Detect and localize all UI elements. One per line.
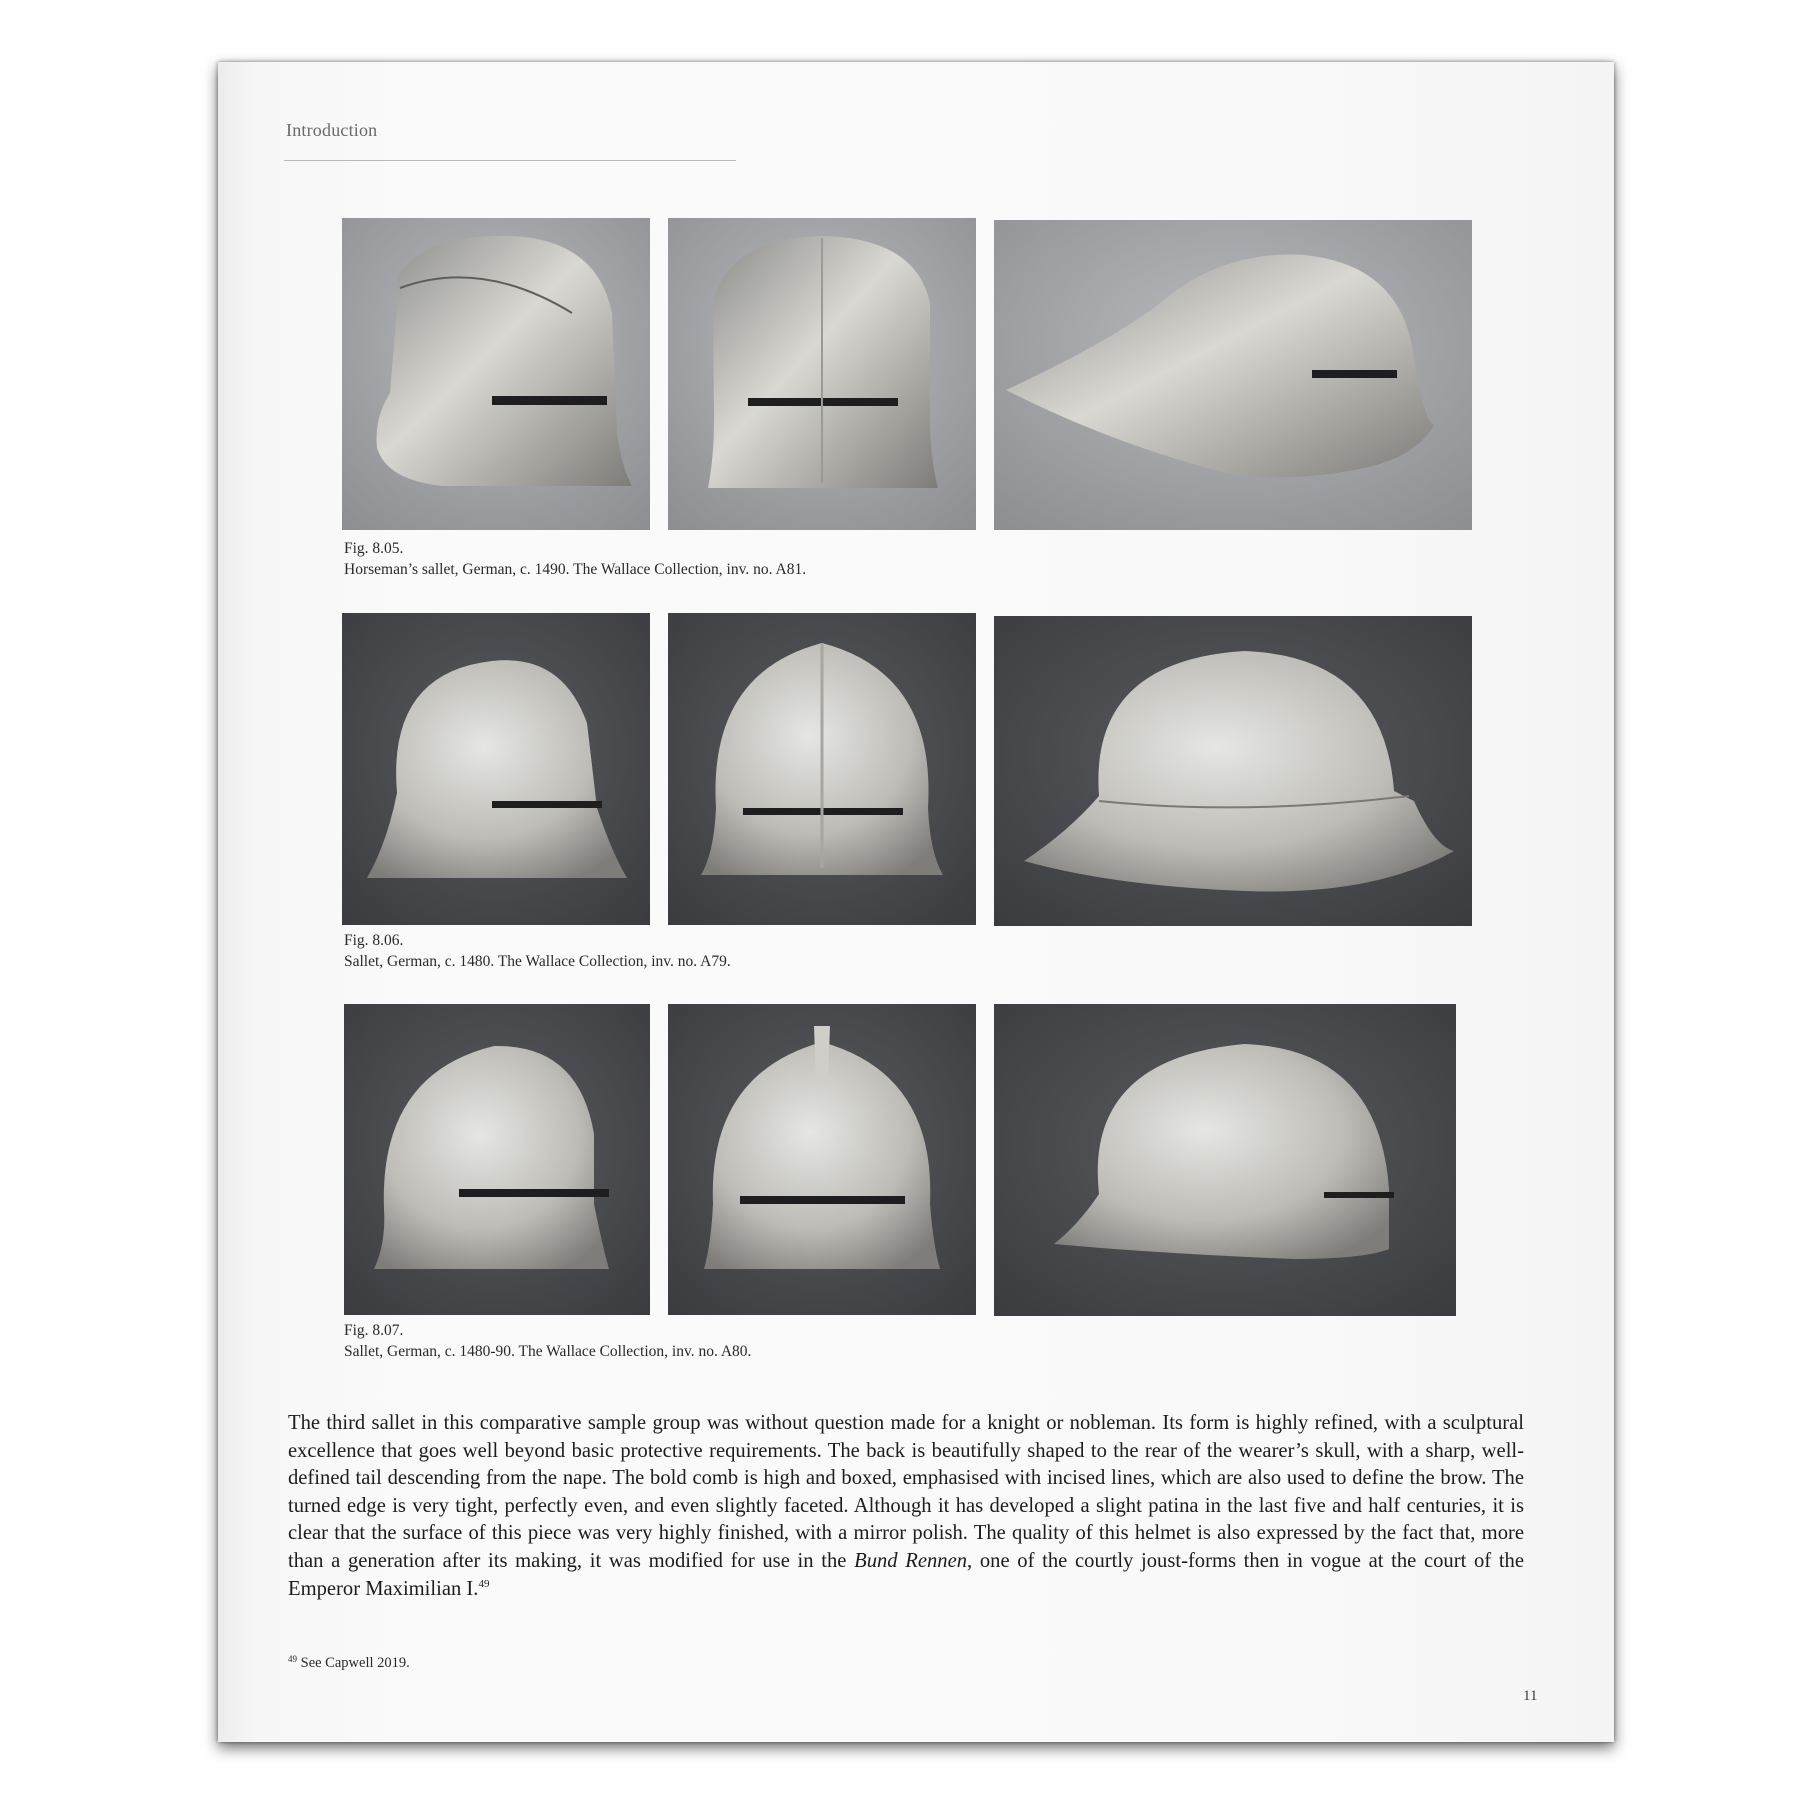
fig-8-05-photo-profile bbox=[994, 220, 1472, 530]
running-head: Introduction bbox=[286, 120, 378, 140]
fig-8-05-photo-front bbox=[668, 218, 976, 530]
fig-8-07-caption-text: Sallet, German, c. 1480-90. The Wallace Collection, inv. no. A80. bbox=[344, 1343, 752, 1360]
body-paragraph bbox=[288, 1410, 1524, 1603]
fig-8-06-photo-three-quarter bbox=[342, 613, 650, 925]
fig-8-07-photo-front bbox=[668, 1004, 976, 1315]
fig-8-07-caption bbox=[344, 1320, 751, 1362]
fig-8-07-photo-three-quarter bbox=[344, 1004, 650, 1315]
body-italic-term: Bund Rennen bbox=[854, 1549, 968, 1572]
header-rule bbox=[284, 160, 736, 161]
fig-8-07-photo-profile bbox=[994, 1004, 1456, 1316]
fig-8-05-label: Fig. 8.05. bbox=[344, 540, 404, 557]
footnote-marker: 49 bbox=[288, 1654, 297, 1664]
fig-8-06-caption-text: Sallet, German, c. 1480. The Wallace Collection, inv. no. A79. bbox=[344, 953, 731, 970]
footnote-text: See Capwell 2019. bbox=[297, 1655, 410, 1671]
footnote-reference[interactable]: 49 bbox=[478, 1577, 490, 1590]
fig-8-05-caption bbox=[344, 538, 806, 580]
book-page bbox=[218, 62, 1614, 1742]
page-number: 11 bbox=[1523, 1688, 1538, 1704]
body-text-part-1: The third sallet in this comparative sample group was without question made for a knight or nobleman. Its form is highly refined, with a sculptural excellence that goes well beyond basic protective requirements. The back is beautifully shaped to the rear of the wearer’s skull, with a sharp, well-defined tail descending from the nape. The bold comb is high and boxed, emphasised with incised lines, which are also used to define the brow. The turned edge is very tight, perfectly even, and even slightly faceted. Although it has developed a slight patina in the last five and half centuries, it is clear that the surface of this piece was very highly finished, with a mirror polish. The quality of this helmet is also expressed by the fact that, more than a generation after its making, it was modified for use in the bbox=[288, 1412, 1524, 1572]
body-text-part-2: , one of the courtly joust-forms then in vogue at the court of the Emperor Maximilian I. bbox=[288, 1549, 1524, 1600]
fig-8-05-caption-text: Horseman’s sallet, German, c. 1490. The Wallace Collection, inv. no. A81. bbox=[344, 561, 807, 578]
fig-8-06-photo-front bbox=[668, 613, 976, 925]
fig-8-07-label: Fig. 8.07. bbox=[344, 1322, 404, 1339]
fig-8-06-label: Fig. 8.06. bbox=[344, 932, 404, 949]
fig-8-06-photo-profile bbox=[994, 616, 1472, 926]
fig-8-05-photo-side bbox=[342, 218, 650, 530]
fig-8-06-caption bbox=[344, 930, 731, 972]
footnote bbox=[288, 1654, 410, 1672]
